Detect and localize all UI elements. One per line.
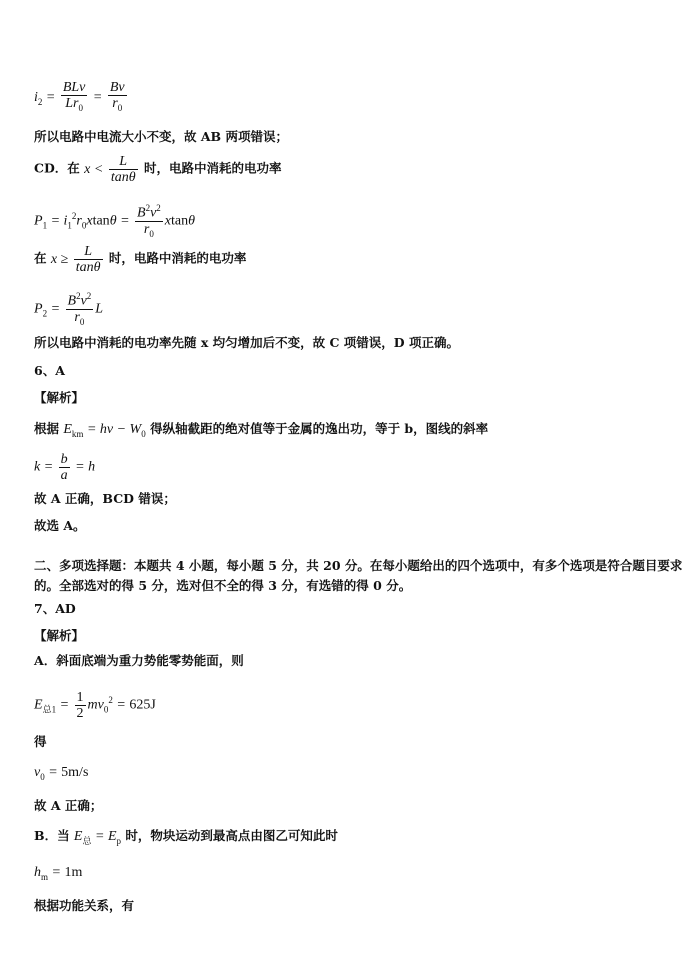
section-heading: 二、多项选择题：本题共 4 小题，每小题 5 分，共 20 分。在每小题给出的四个选项中，有多个选项是符合题目要求	[34, 558, 683, 573]
text-line: 所以电路中消耗的电功率先随 x 均匀增加后不变，故 C 项错误，D 项正确。	[34, 335, 460, 350]
formula-slope-k: k = $\frac{b}{a}$ = h	[34, 452, 96, 483]
text-fragment: 时，物块运动到最高点由图乙可知此时	[121, 828, 338, 843]
text-fragment: 时，电路中消耗的电功率	[104, 250, 247, 266]
analysis-label: 【解析】	[34, 628, 85, 643]
text-line-photoelectric	[34, 420, 488, 443]
text-line: 所以电路中电流大小不变，故 AB 两项错误；	[34, 129, 288, 144]
text-fragment: 得纵轴截距的绝对值等于金属的逸出功，等于 b，图线的斜率	[145, 421, 489, 436]
text-fragment: 时，电路中消耗的电功率	[139, 160, 282, 176]
formula-photoelectric: $E_{km} = h\nu - W_0$	[63, 422, 146, 439]
text-line: A．斜面底端为重力势能零势能面，则	[34, 653, 244, 668]
text-line: 故 A 正确；	[34, 798, 103, 813]
text-line: 故选 A。	[34, 518, 86, 533]
answer-heading-6: 6、A	[34, 363, 65, 378]
text-fragment: 在	[34, 250, 51, 266]
formula-condition-lt: x < $\frac{L}{\tan\theta}$	[84, 154, 136, 185]
formula-condition-ge: x ≥ $\frac{L}{\tan\theta}$	[50, 244, 101, 275]
formula-current-i2: $i_2$ = $\frac{\text{BLv}}{Lr_0}$ = $\frac{Bv}{r_0}$	[34, 80, 125, 113]
formula-height: $h_m = 1m$	[34, 865, 83, 882]
formula-velocity: $v_0 = 5m/s$	[34, 765, 89, 782]
formula-energy-equal: $E_总 = E_p$	[73, 829, 121, 846]
text-line-condition	[34, 244, 246, 275]
analysis-label: 【解析】	[34, 390, 85, 405]
text-line-b	[34, 827, 338, 850]
section-heading-cont: 的。全部选对的得 5 分，选对但不全的得 3 分，有选错的得 0 分。	[34, 578, 412, 593]
text-fragment: 根据	[34, 421, 64, 436]
text-line: 故 A 正确，BCD 错误；	[34, 491, 176, 506]
formula-energy: $E_{总1}$ = $\frac{1}{2}$ $mv_0^2 = 625J$	[34, 690, 156, 721]
text-line: 得	[34, 734, 47, 749]
formula-power-p1: $P_1 = i_1^2r_0xtan\theta$ = $\frac{B^2v^2}{r_0}$ xtanθ	[34, 203, 196, 239]
text-fragment: B．当	[34, 828, 74, 843]
text-line: 根据功能关系，有	[34, 898, 135, 913]
answer-heading-7: 7、AD	[34, 601, 76, 616]
text-line-cd	[34, 154, 281, 185]
text-fragment: CD．在	[34, 160, 85, 176]
formula-power-p2: $P_2$ = $\frac{B^2v^2}{r_0}$ L	[34, 291, 104, 327]
